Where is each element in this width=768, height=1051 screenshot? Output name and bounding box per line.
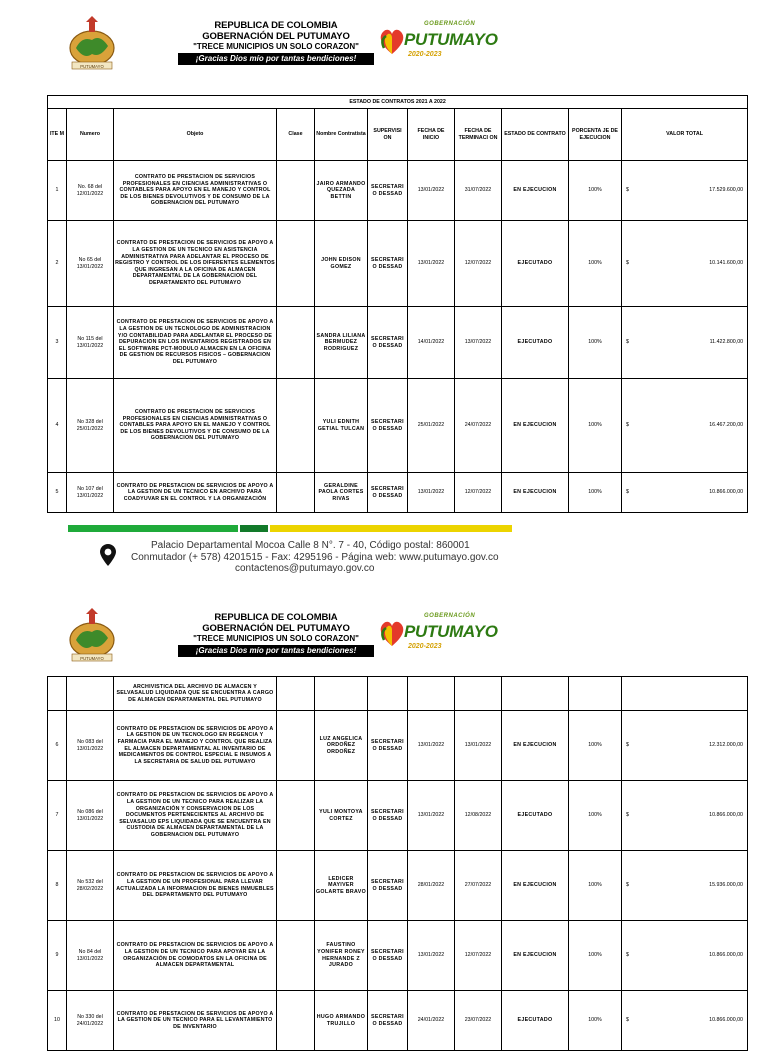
footer-phone: Conmutador (+ 578) 4201515 - Fax: 4295196 - Página web: www.putumayo.gov.co <box>131 551 499 563</box>
cell-estado: EJECUTADO <box>502 991 569 1051</box>
cell-terminacion: 24/07/2022 <box>455 379 502 473</box>
cell-estado: EN EJECUCION <box>502 851 569 921</box>
cell-item: 10 <box>48 991 67 1051</box>
cell-contratista: LUZ ANGELICA ORDOÑEZ ORDOÑEZ <box>315 711 368 781</box>
cell-numero: No 083 del 13/01/2022 <box>67 711 114 781</box>
government-line: GOBERNACIÓN DEL PUTUMAYO <box>202 31 350 42</box>
slogan-line: "TRECE MUNICIPIOS UN SOLO CORAZON" <box>193 42 359 51</box>
cell-porcentaje: 100% <box>569 161 622 221</box>
cell-estado: EN EJECUCION <box>502 473 569 513</box>
cell-valor <box>622 991 748 1051</box>
cell-supervision: SECRETARI O DESSAD <box>368 221 408 307</box>
government-heading <box>178 612 374 657</box>
cell-valor <box>622 307 748 379</box>
cell-porcentaje: 100% <box>569 851 622 921</box>
cell-estado: EJECUTADO <box>502 307 569 379</box>
cell-inicio: 13/01/2022 <box>408 473 455 513</box>
currency-symbol: $ <box>626 882 629 889</box>
cell-contratista: GERALDINE PAOLA CORTES RIVAS <box>315 473 368 513</box>
republic-line: REPUBLICA DE COLOMBIA <box>214 20 338 31</box>
cell-inicio: 13/01/2022 <box>408 781 455 851</box>
logo-title: PUTUMAYO <box>404 622 498 641</box>
logo-years: 2020-2023 <box>408 51 442 58</box>
page-header <box>0 10 768 90</box>
col-header-contratista: Nombre Contratista <box>315 109 368 161</box>
cell-valor <box>622 711 748 781</box>
col-header-terminacion: FECHA DE TERMINACI ON <box>455 109 502 161</box>
cell-clase <box>277 851 315 921</box>
cell-porcentaje: 100% <box>569 781 622 851</box>
cell-numero: No 328 del 25/01/2022 <box>67 379 114 473</box>
cell-supervision: SECRETARI O DESSAD <box>368 851 408 921</box>
table-row <box>48 711 748 781</box>
cell-terminacion: 12/07/2022 <box>455 473 502 513</box>
col-header-inicio: FECHA DE INICIO <box>408 109 455 161</box>
contracts-table-continued <box>47 676 748 1051</box>
cell-numero: No 84 del 13/01/2022 <box>67 921 114 991</box>
cell-valor <box>622 473 748 513</box>
cell-contratista: JOHN EDISON GOMEZ <box>315 221 368 307</box>
value-amount: 12.312.000,00 <box>709 742 743 749</box>
cell-terminacion: 23/07/2022 <box>455 991 502 1051</box>
cell-objeto: CONTRATO DE PRESTACION DE SERVICIOS DE APOYO A LA GESTION DE UN TECNICO EN ARCHIVO PARA COADYUVAR EN EL CONTROL Y LA ORGANIZACIÓN <box>114 473 277 513</box>
cell-inicio: 13/01/2022 <box>408 161 455 221</box>
footer-contact <box>131 540 499 575</box>
cell-porcentaje: 100% <box>569 991 622 1051</box>
cell-clase <box>277 781 315 851</box>
cell-valor <box>622 221 748 307</box>
cell-terminacion: 31/07/2022 <box>455 161 502 221</box>
cell-objeto: CONTRATO DE PRESTACION DE SERVICIOS DE APOYO A LA GESTION DE UN TECNICO PARA REALIZAR LA ORGANIZACIÓN Y CONSERVACION DE LOS DOCUMENTOS PERTENECIENTES AL ARCHIVO DE SELVASALUD EPS LIQUIDADA QUE SE ENCUENTRA EN CUSTODIA DE ALMACEN DEPARTAMENTAL DE LA GOBERNACION DEL PUTUMAYO <box>114 781 277 851</box>
cell-terminacion: 12/07/2022 <box>455 221 502 307</box>
footer-color-bar <box>68 525 512 532</box>
cell-objeto: CONTRATO DE PRESTACION DE SERVICIOS DE APOYO A LA GESTION DE UN PROFESIONAL PARA LLEVAR ACTUALIZADA LA INFORMACION DE BIENES INMUEBLES DEL DEPARTAMENTO DEL PUTUMAYO <box>114 851 277 921</box>
value-amount: 10.866.000,00 <box>709 812 743 819</box>
cell-estado: EN EJECUCION <box>502 379 569 473</box>
currency-symbol: $ <box>626 339 629 346</box>
putumayo-logo <box>378 614 502 654</box>
cell-supervision: SECRETARI O DESSAD <box>368 307 408 379</box>
government-line: GOBERNACIÓN DEL PUTUMAYO <box>202 623 350 634</box>
republic-line: REPUBLICA DE COLOMBIA <box>214 612 338 623</box>
blessing-banner: ¡Gracias Dios mío por tantas bendiciones! <box>178 645 374 657</box>
logo-years: 2020-2023 <box>408 643 442 650</box>
cell-contratista: HUGO ARMANDO TRUJILLO <box>315 991 368 1051</box>
cell-valor <box>622 851 748 921</box>
crest-logo <box>66 606 118 664</box>
cell-estado: EN EJECUCION <box>502 711 569 781</box>
table-row <box>48 991 748 1051</box>
col-header-valor: VALOR TOTAL <box>622 109 748 161</box>
table-header-row <box>48 109 748 161</box>
currency-symbol: $ <box>626 1017 629 1024</box>
cell-porcentaje: 100% <box>569 921 622 991</box>
cell-estado: EJECUTADO <box>502 781 569 851</box>
table-row <box>48 221 748 307</box>
cell-inicio: 13/01/2022 <box>408 921 455 991</box>
cell-valor <box>622 161 748 221</box>
cell-clase <box>277 221 315 307</box>
table-row <box>48 473 748 513</box>
currency-symbol: $ <box>626 812 629 819</box>
cell-porcentaje: 100% <box>569 711 622 781</box>
cell-numero: No 086 del 13/01/2022 <box>67 781 114 851</box>
cell-porcentaje: 100% <box>569 307 622 379</box>
cell-clase <box>277 991 315 1051</box>
heart-icon <box>378 618 406 648</box>
heart-icon <box>378 26 406 56</box>
cell-contratista: LEDICER MAYIVER GOLARTE BRAVO <box>315 851 368 921</box>
cell-contratista: FAUSTINO YONIFER RONEY HERNANDE Z JURADO <box>315 921 368 991</box>
logo-subtitle: GOBERNACIÓN <box>424 21 476 27</box>
cell-contratista: SANDRA LILIANA BERMUDEZ RODRIGUEZ <box>315 307 368 379</box>
cell-clase <box>277 473 315 513</box>
cell-item: 3 <box>48 307 67 379</box>
currency-symbol: $ <box>626 187 629 194</box>
col-header-item: ITE M <box>48 109 67 161</box>
cell-supervision: SECRETARI O DESSAD <box>368 473 408 513</box>
logo-subtitle: GOBERNACIÓN <box>424 613 476 619</box>
slogan-line: "TRECE MUNICIPIOS UN SOLO CORAZON" <box>193 634 359 643</box>
cell-clase <box>277 379 315 473</box>
col-header-supervision: SUPERVISI ON <box>368 109 408 161</box>
location-pin-icon <box>100 544 116 566</box>
cell-clase <box>277 921 315 991</box>
cell-supervision: SECRETARI O DESSAD <box>368 379 408 473</box>
footer-address: Palacio Departamental Mocoa Calle 8 N°. 7 - 40, Código postal: 860001 <box>151 540 470 551</box>
cell-porcentaje: 100% <box>569 473 622 513</box>
cell-numero: No 532 del 28/02/2022 <box>67 851 114 921</box>
cell-supervision: SECRETARI O DESSAD <box>368 711 408 781</box>
blessing-banner: ¡Gracias Dios mío por tantas bendiciones! <box>178 53 374 65</box>
cell-item: 1 <box>48 161 67 221</box>
cell-clase <box>277 307 315 379</box>
cell-numero: No 65 del 13/01/2022 <box>67 221 114 307</box>
table-row <box>48 781 748 851</box>
cell-estado: EJECUTADO <box>502 221 569 307</box>
cell-item: 4 <box>48 379 67 473</box>
cell-item: 8 <box>48 851 67 921</box>
cell-inicio: 13/01/2022 <box>408 221 455 307</box>
cell-numero: No 330 del 24/01/2022 <box>67 991 114 1051</box>
cell-inicio: 25/01/2022 <box>408 379 455 473</box>
currency-symbol: $ <box>626 422 629 429</box>
cell-contratista: YULI MONTOYA CORTEZ <box>315 781 368 851</box>
footer-bar-green <box>68 525 238 532</box>
currency-symbol: $ <box>626 260 629 267</box>
cell-inicio: 13/01/2022 <box>408 711 455 781</box>
cell-estado: EN EJECUCION <box>502 921 569 991</box>
col-header-porcentaje: PORCENTA JE DE EJECUCION <box>569 109 622 161</box>
value-amount: 10.866.000,00 <box>709 489 744 496</box>
cell-supervision: SECRETARI O DESSAD <box>368 921 408 991</box>
table-row <box>48 161 748 221</box>
cell-objeto: CONTRATO DE PRESTACION DE SERVICIOS PROFESIONALES EN CIENCIAS ADMINISTRATIVAS O CONTABLES PARA APOYO EN EL MANEJO Y CONTROL DE LOS BIENES DEVOLUTIVOS Y DE CONSUMO DE LA GOBERNACION DEL PUTUMAYO <box>114 161 277 221</box>
cell-item: 6 <box>48 711 67 781</box>
cell-terminacion: 12/07/2022 <box>455 921 502 991</box>
cell-estado: EN EJECUCION <box>502 161 569 221</box>
table-row-continuation <box>48 677 748 711</box>
footer-email: contactenos@putumayo.gov.co <box>235 563 375 574</box>
value-amount: 16.467.200,00 <box>709 422 744 429</box>
putumayo-logo <box>378 22 502 62</box>
col-header-clase: Clase <box>277 109 315 161</box>
contracts-table <box>47 95 748 513</box>
table-row <box>48 307 748 379</box>
cell-supervision: SECRETARI O DESSAD <box>368 161 408 221</box>
table-title-row <box>48 96 748 109</box>
logo-title: PUTUMAYO <box>404 30 498 49</box>
cell-inicio: 28/01/2022 <box>408 851 455 921</box>
cell-item: 2 <box>48 221 67 307</box>
cell-inicio: 24/01/2022 <box>408 991 455 1051</box>
cell-clase <box>277 711 315 781</box>
cell-objeto-continuation: ARCHIVISTICA DEL ARCHIVO DE ALMACEN Y SELVASALUD LIQUIDADA QUE SE ENCUENTRA A CARGO DE ALMACEN DEPARTAMENTAL DEL PUTUMAYO <box>114 677 277 711</box>
footer-bar-dark-green <box>240 525 268 532</box>
value-amount: 10.141.600,00 <box>709 260 744 267</box>
cell-objeto: CONTRATO DE PRESTACION DE SERVICIOS PROFESIONALES EN CIENCIAS ADMINISTRATIVAS O CONTABLES PARA APOYO EN EL MANEJO Y CONTROL DE LOS BIENES DEVOLUTIVOS Y DE CONSUMO DE LA GOBERNACION DEL PUTUMAYO <box>114 379 277 473</box>
cell-objeto: CONTRATO DE PRESTACION DE SERVICIOS DE APOYO A LA GESTION DE UN TECNICO PARA APOYAR EN LA ORGANIZACIÓN DE COMODATOS EN LA OFICINA DE ALMACEN DEPARTAMENTAL <box>114 921 277 991</box>
cell-supervision: SECRETARI O DESSAD <box>368 781 408 851</box>
footer-bar-yellow <box>270 525 512 532</box>
currency-symbol: $ <box>626 742 629 749</box>
value-amount: 10.866.000,00 <box>709 952 743 959</box>
col-header-estado: ESTADO DE CONTRATO <box>502 109 569 161</box>
table-row <box>48 851 748 921</box>
crest-ribbon-text: PUTUMAYO <box>80 656 104 661</box>
cell-porcentaje: 100% <box>569 221 622 307</box>
cell-supervision: SECRETARI O DESSAD <box>368 991 408 1051</box>
cell-objeto: CONTRATO DE PRESTACION DE SERVICIOS DE APOYO A LA GESTION DE UN TECNICO PARA EL LEVANTAMIENTO DE INVENTARIO <box>114 991 277 1051</box>
value-amount: 10.866.000,00 <box>709 1017 743 1024</box>
table-title: ESTADO DE CONTRATOS 2021 A 2022 <box>48 96 748 109</box>
cell-numero: No 115 del 13/01/2022 <box>67 307 114 379</box>
currency-symbol: $ <box>626 952 629 959</box>
cell-item: 9 <box>48 921 67 991</box>
cell-objeto: CONTRATO DE PRESTACION DE SERVICIOS DE APOYO A LA GESTION DE UN TECNOLOGO EN REGENCIA Y FARMACIA PARA EL MANEJO Y CONTROL QUE REALIZA EL ALMACEN DEPARTAMENTAL AL INVENTARIO DE MEDICAMENTOS DE CONTROL ESPECIAL E INSUMOS A LA SECRETARIA DE SALUD DEL PUTUMAYO <box>114 711 277 781</box>
table-row <box>48 921 748 991</box>
currency-symbol: $ <box>626 489 629 496</box>
value-amount: 11.422.800,00 <box>709 339 744 346</box>
cell-porcentaje: 100% <box>569 379 622 473</box>
table-row <box>48 379 748 473</box>
col-header-objeto: Objeto <box>114 109 277 161</box>
page-header <box>0 602 768 682</box>
cell-valor <box>622 781 748 851</box>
cell-objeto: CONTRATO DE PRESTACION DE SERVICIOS DE APOYO A LA GESTION DE UN TECNICO EN ASISTENCIA ADMINISTRATIVA PARA ADELANTAR EL PROCESO DE REGISTRO Y CONTROL DE LOS DIFERENTES ELEMENTOS QUE INGRESAN A LA OFICINA DE ALMACEN DEPARTAMENTAL DE LA GOBERNACION DEL DEPARTAMENTO DEL PUTUMAYO <box>114 221 277 307</box>
cell-contratista: YULI EDNITH GETIAL TULCAN <box>315 379 368 473</box>
cell-valor <box>622 379 748 473</box>
crest-logo <box>66 14 118 72</box>
government-heading <box>178 20 374 65</box>
cell-inicio: 14/01/2022 <box>408 307 455 379</box>
value-amount: 17.529.600,00 <box>709 187 744 194</box>
crest-ribbon-text: PUTUMAYO <box>80 64 104 69</box>
cell-valor <box>622 921 748 991</box>
cell-terminacion: 13/01/2022 <box>455 711 502 781</box>
cell-numero: No 107 del 13/01/2022 <box>67 473 114 513</box>
cell-terminacion: 12/08/2022 <box>455 781 502 851</box>
cell-numero: No. 68 del 12/01/2022 <box>67 161 114 221</box>
cell-item: 7 <box>48 781 67 851</box>
cell-terminacion: 27/07/2022 <box>455 851 502 921</box>
cell-item: 5 <box>48 473 67 513</box>
value-amount: 15.936.000,00 <box>709 882 743 889</box>
cell-terminacion: 13/07/2022 <box>455 307 502 379</box>
cell-clase <box>277 161 315 221</box>
col-header-numero: Numero <box>67 109 114 161</box>
cell-contratista: JAIRO ARMANDO QUEZADA BETTIN <box>315 161 368 221</box>
cell-objeto: CONTRATO DE PRESTACION DE SERVICIOS DE APOYO A LA GESTION DE UN TECNOLOGO DE ADMINISTRACION Y/O CONTABILIDAD PARA ADELANTAR EL PROCESO DE DEPURACION EN LOS INVENTARIOS REGISTRADOS EN EL SOFTWARE PCT-MODULO ALMACEN EN LA OFICINA DE GESTION DE RECURSOS FISICOS – GOBERNACION DEL PUTUMAYO <box>114 307 277 379</box>
